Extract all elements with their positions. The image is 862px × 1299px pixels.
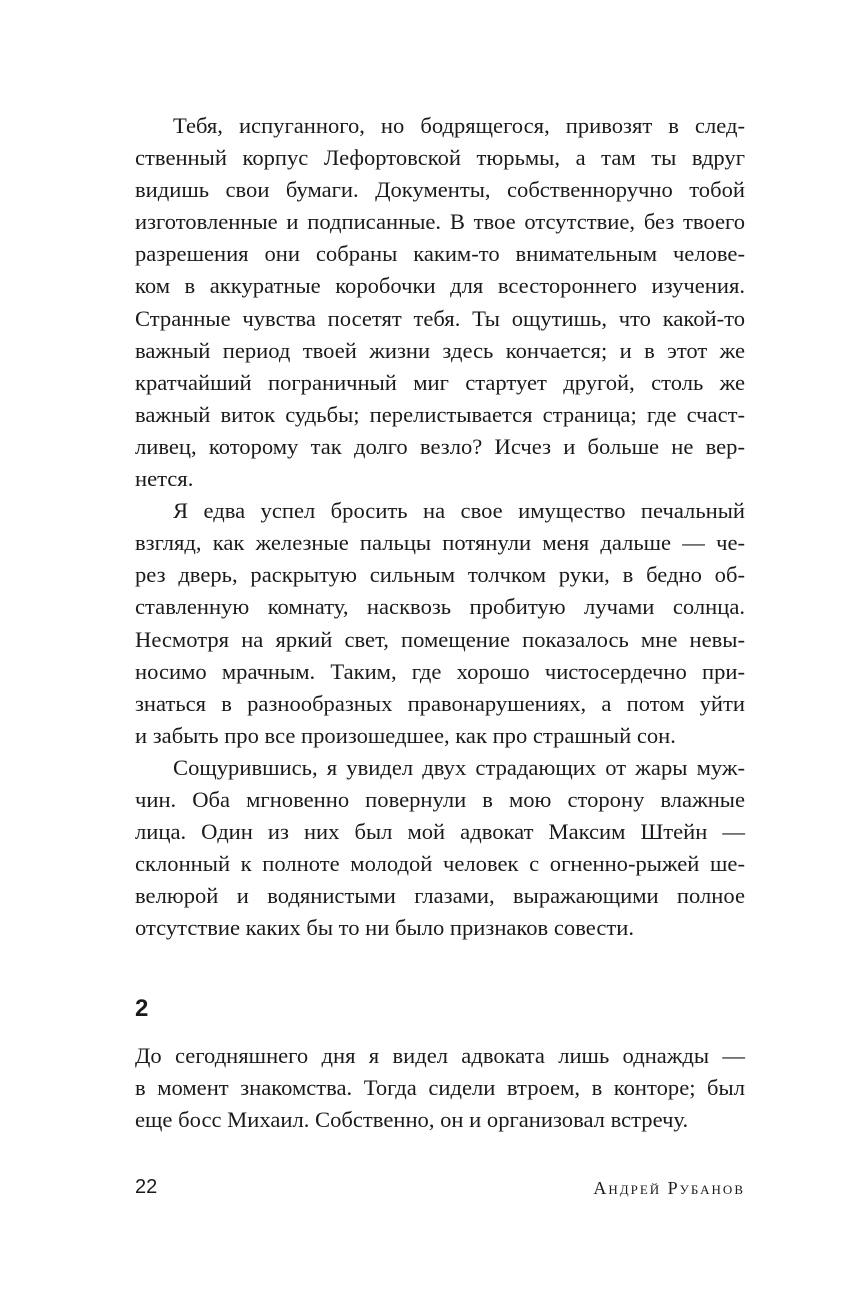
text-line: склонный к полноте молодой человек с огненно-рыжей ше- xyxy=(135,851,745,877)
text-line: разрешения они собраны каким-то внимательным челове- xyxy=(135,241,745,267)
text-line: ставленную комнату, насквозь пробитую лучами солнца. xyxy=(135,594,745,620)
text-line: взгляд, как железные пальцы потянули меня дальше — че- xyxy=(135,530,745,556)
text-line: ственный корпус Лефортовской тюрьмы, а там ты вдруг xyxy=(135,145,745,171)
text-line: До сегодняшнего дня я видел адвоката лишь однажды — xyxy=(135,1043,745,1068)
text-line: Сощурившись, я увидел двух страдающих от жары муж- xyxy=(173,754,745,780)
text-line: и забыть про все произошедшее, как про страшный сон. xyxy=(135,722,676,748)
text-line: еще босс Михаил. Собственно, он и организовал встречу. xyxy=(135,1107,689,1133)
text-line: кратчайший пограничный миг стартует другой, столь же xyxy=(135,369,745,395)
text-line: Странные чувства посетят тебя. Ты ощутишь, что какой-то xyxy=(135,305,745,331)
text-line: ком в аккуратные коробочки для всестороннего изучения. xyxy=(135,273,745,299)
text-line: нется. xyxy=(135,466,194,492)
text-line: видишь свои бумаги. Документы, собственноручно тобой xyxy=(135,177,745,203)
running-footer-author: Андрей Рубанов xyxy=(593,1178,745,1198)
main-text xyxy=(135,110,745,944)
chapter-paragraph xyxy=(135,1040,745,1136)
paragraph-3 xyxy=(135,752,745,945)
text-line: лица. Один из них был мой адвокат Максим Штейн — xyxy=(135,819,745,845)
text-line: рез дверь, раскрытую сильным толчком руки, в бедно об- xyxy=(135,562,745,588)
text-line: отсутствие каких бы то ни было признаков совести. xyxy=(135,915,634,941)
chapter-number: 2 xyxy=(135,995,149,1022)
text-line: важный период твоей жизни здесь кончается; и в этот же xyxy=(135,337,745,363)
text-line: велюрой и водянистыми глазами, выражающими полное xyxy=(135,883,745,909)
text-line: в момент знакомства. Тогда сидели втроем, в конторе; был xyxy=(135,1075,745,1101)
page-number: 22 xyxy=(135,1176,158,1198)
text-line: носимо мрачным. Таким, где хорошо чистосердечно при- xyxy=(135,658,745,684)
text-line: Я едва успел бросить на свое имущество печальный xyxy=(173,498,745,524)
text-line: изготовленные и подписанные. В твое отсутствие, без твоего xyxy=(135,209,745,235)
text-line: Несмотря на яркий свет, помещение показалось мне невы- xyxy=(135,626,745,652)
text-line: чин. Оба мгновенно повернули в мою сторону влажные xyxy=(135,786,745,812)
text-line: знаться в разнообразных правонарушениях, а потом уйти xyxy=(135,690,745,716)
paragraph-1 xyxy=(135,110,745,495)
text-line: важный виток судьбы; перелистывается страница; где счаст- xyxy=(135,401,745,427)
text-line: ливец, которому так долго везло? Исчез и больше не вер- xyxy=(135,433,745,459)
text-line: Тебя, испуганного, но бодрящегося, привозят в след- xyxy=(173,113,745,138)
paragraph-2 xyxy=(135,495,745,752)
